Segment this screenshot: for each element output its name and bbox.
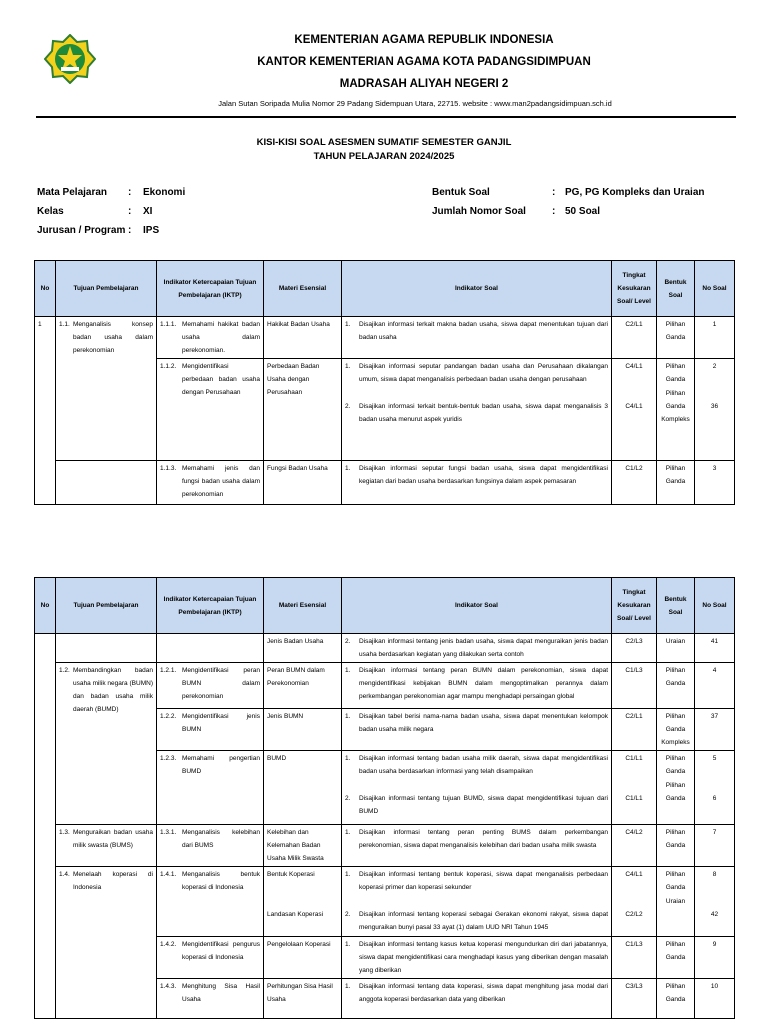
colon: : xyxy=(128,206,132,217)
col-materi: Materi Esensial xyxy=(264,261,342,317)
iktp: 1.2.3. Memahami pengertian BUMD xyxy=(157,751,264,825)
question-number: 10 xyxy=(695,979,735,1019)
difficulty-level: C3/L3 xyxy=(612,979,657,1019)
difficulty-level: C1/L3 xyxy=(612,937,657,979)
question-indicator: 1. Disajikan informasi seputar fungsi badan usaha, siswa dapat mengidentifikasi kegiatan dari badan usaha berdasarkan fungsinya dalam aspek pemasaran xyxy=(342,461,612,505)
learning-goal: 1.3. Menguraikan badan usaha milik swasta (BUMS) xyxy=(56,825,157,867)
essential-material: Peran BUMN dalam Perekonomian xyxy=(264,663,342,709)
ministry-name: KEMENTERIAN AGAMA REPUBLIK INDONESIA xyxy=(294,34,554,46)
col-no: No xyxy=(35,261,56,317)
question-number: 2 36 xyxy=(695,359,735,461)
question-indicator: 1. Disajikan informasi tentang data koperasi, siswa dapat menghitung jasa modal dari anggota koperasi berdasarkan data yang diberikan xyxy=(342,979,612,1019)
question-number: 7 xyxy=(695,825,735,867)
question-form: Pilihan Ganda xyxy=(657,979,695,1019)
iktp: 1.2.1. Mengidentifikasi peran BUMN dalam perekonomian xyxy=(157,663,264,709)
col-no-soal: No Soal xyxy=(695,578,735,634)
table-row xyxy=(35,825,735,867)
question-indicator: 1. Disajikan informasi terkait makna badan usaha, siswa dapat menentukan tujuan dari badan usaha xyxy=(342,317,612,359)
col-no: No xyxy=(35,578,56,634)
essential-material: Perbedaan Badan Usaha dengan Perusahaan xyxy=(264,359,342,461)
learning-goal-empty xyxy=(56,461,157,505)
school-address: Jalan Sutan Soripada Mulia Nomor 29 Padang Sidempuan Utara, 22715. website : www.man2padangsidimpuan.sch.id xyxy=(218,99,612,108)
question-indicator: 1. Disajikan informasi tentang badan usaha milik daerah, siswa dapat mengidentifikasi badan usaha berdasarkan informasi yang telah disampaikan 2. Disajikan informasi tentang tujuan BUMD, siswa dapat mengidentifikasi tujuan dari BUMD xyxy=(342,751,612,825)
question-form-value: PG, PG Kompleks dan Uraian xyxy=(565,187,705,198)
question-form: Pilihan Ganda xyxy=(657,825,695,867)
question-number: 4 xyxy=(695,663,735,709)
row-number: 1 xyxy=(35,317,56,505)
question-form: Pilihan Ganda Uraian xyxy=(657,867,695,937)
table-row xyxy=(35,317,735,359)
table-header-row xyxy=(35,261,735,317)
question-count-label: Jumlah Nomor Soal xyxy=(432,206,526,217)
essential-material: Jenis Badan Usaha xyxy=(264,634,342,663)
question-indicator: 1. Disajikan informasi tentang peran penting BUMS dalam perkembangan perekonomian, siswa dapat menganalisis kelebihan dari badan usaha milik swasta xyxy=(342,825,612,867)
difficulty-level: C2/L1 xyxy=(612,317,657,359)
question-form-label: Bentuk Soal xyxy=(432,187,490,198)
col-bentuk: Bentuk Soal xyxy=(657,261,695,317)
question-form: Pilihan Ganda xyxy=(657,663,695,709)
question-indicator: 1. Disajikan informasi tentang peran BUMN dalam perekonomian, siswa dapat mengidentifikasi kebijakan BUMN dalam mengoptimalkan perannya dalam perkembangan perekonomian agar mampu menghadapi persaingan global xyxy=(342,663,612,709)
kisi-kisi-table-1 xyxy=(34,260,735,505)
table-header-row xyxy=(35,578,735,634)
col-iktp: Indikator Ketercapaian Tujuan Pembelajaran (IKTP) xyxy=(157,578,264,634)
question-form: Pilihan Ganda xyxy=(657,461,695,505)
essential-material: Bentuk Koperasi Landasan Koperasi xyxy=(264,867,342,937)
question-count-value: 50 Soal xyxy=(565,206,601,217)
difficulty-level: C4/L2 xyxy=(612,825,657,867)
question-form: Pilihan Ganda xyxy=(657,937,695,979)
iktp: 1.1.1. Memahami hakikat badan usaha dalam perekonomian. xyxy=(157,317,264,359)
iktp: 1.4.2. Mengidentifikasi pengurus koperasi di Indonesia xyxy=(157,937,264,979)
iktp: 1.2.2. Mengidentifikasi jenis BUMN xyxy=(157,709,264,751)
difficulty-level: C4/L1 C4/L1 xyxy=(612,359,657,461)
question-indicator: 2. Disajikan informasi tentang jenis badan usaha, siswa dapat menguraikan jenis badan usaha berdasarkan kegiatan yang dilakukan serta contoh xyxy=(342,634,612,663)
question-form: Pilihan Ganda Pilihan Ganda xyxy=(657,751,695,825)
col-iktp: Indikator Ketercapaian Tujuan Pembelajaran (IKTP) xyxy=(157,261,264,317)
learning-goal: 1.2. Membandingkan badan usaha milik negara (BUMN) dan badan usaha milik daerah (BUMD) xyxy=(56,663,157,825)
essential-material: Jenis BUMN xyxy=(264,709,342,751)
col-no-soal: No Soal xyxy=(695,261,735,317)
question-indicator: 1. Disajikan informasi seputar pandangan badan usaha dan Perusahaan dikalangan umum, siswa dapat menganalisis perbedaan badan usaha dengan perusahaan 2. Disajikan informasi terkait bentuk-bentuk badan usaha, siswa dapat menganalisis 3 badan usaha menurut aspek yuridis xyxy=(342,359,612,461)
essential-material: Fungsi Badan Usaha xyxy=(264,461,342,505)
col-indikator: Indikator Soal xyxy=(342,261,612,317)
col-materi: Materi Esensial xyxy=(264,578,342,634)
essential-material: BUMD xyxy=(264,751,342,825)
class-label: Kelas xyxy=(37,206,64,217)
essential-material: Pengelolaan Koperasi xyxy=(264,937,342,979)
col-indikator: Indikator Soal xyxy=(342,578,612,634)
question-number: 8 42 xyxy=(695,867,735,937)
difficulty-level: C4/L1 C2/L2 xyxy=(612,867,657,937)
difficulty-level: C1/L2 xyxy=(612,461,657,505)
question-number: 1 xyxy=(695,317,735,359)
difficulty-level: C2/L1 xyxy=(612,709,657,751)
subject-label: Mata Pelajaran xyxy=(37,187,108,198)
kisi-kisi-table-2 xyxy=(34,577,735,1019)
table-row xyxy=(35,461,735,505)
learning-goal: 1.4. Menelaah koperasi di Indonesia xyxy=(56,867,157,1019)
col-level: Tingkat Kesukaran Soal/ Level xyxy=(612,578,657,634)
colon: : xyxy=(128,225,132,236)
table-row xyxy=(35,663,735,709)
question-form: Pilihan Ganda Kompleks xyxy=(657,709,695,751)
question-form: Pilihan Ganda Pilihan Ganda Kompleks xyxy=(657,359,695,461)
col-tujuan: Tujuan Pembelajaran xyxy=(56,261,157,317)
learning-goal-empty xyxy=(56,634,157,663)
question-indicator: 1. Disajikan informasi tentang kasus ketua koperasi mengundurkan diri dari jabatannya, siswa dapat mengidentifikasi cara menghadapi kasus yang diberikan dengan masalah yang diberikan xyxy=(342,937,612,979)
question-number: 37 xyxy=(695,709,735,751)
colon: : xyxy=(552,206,556,217)
school-name: MADRASAH ALIYAH NEGERI 2 xyxy=(339,78,509,90)
colon: : xyxy=(128,187,132,198)
learning-goal: 1.1. Menganalisis konsep badan usaha dalam perekonomian xyxy=(56,317,157,461)
table-row xyxy=(35,867,735,937)
class-value: XI xyxy=(143,206,153,217)
col-bentuk: Bentuk Soal xyxy=(657,578,695,634)
iktp: 1.1.3. Memahami jenis dan fungsi badan usaha dalam perekonomian xyxy=(157,461,264,505)
office-name: KANTOR KEMENTERIAN AGAMA KOTA PADANGSIDIMPUAN xyxy=(257,56,591,68)
question-number: 9 xyxy=(695,937,735,979)
program-label: Jurusan / Program xyxy=(37,225,126,236)
iktp: 1.3.1. Menganalisis kelebihan dari BUMS xyxy=(157,825,264,867)
question-number: 41 xyxy=(695,634,735,663)
col-level: Tingkat Kesukaran Soal/ Level xyxy=(612,261,657,317)
row-number-empty xyxy=(35,634,56,1019)
essential-material: Kelebihan dan Kelemahan Badan Usaha Milik Swasta xyxy=(264,825,342,867)
header-rule xyxy=(36,116,736,118)
table-row xyxy=(35,634,735,663)
subject-value: Ekonomi xyxy=(143,187,186,198)
question-indicator: 1. Disajikan informasi tentang bentuk koperasi, siswa dapat menganalisis perbedaan koperasi primer dan koperasi sekunder 2. Disajikan informasi tentang koperasi sebagai Gerakan ekonomi rakyat, siswa dapat menguraikan bunyi pasal 33 ayat (1) dalam UUD NRI Tahun 1945 xyxy=(342,867,612,937)
difficulty-level: C1/L1 C1/L1 xyxy=(612,751,657,825)
essential-material: Perhitungan Sisa Hasil Usaha xyxy=(264,979,342,1019)
question-number: 5 6 xyxy=(695,751,735,825)
question-form: Uraian xyxy=(657,634,695,663)
question-number: 3 xyxy=(695,461,735,505)
iktp: 1.4.1. Menganalisis bentuk koperasi di Indonesia xyxy=(157,867,264,937)
program-value: IPS xyxy=(143,225,160,236)
iktp-empty xyxy=(157,634,264,663)
difficulty-level: C1/L3 xyxy=(612,663,657,709)
essential-material: Hakikat Badan Usaha xyxy=(264,317,342,359)
col-tujuan: Tujuan Pembelajaran xyxy=(56,578,157,634)
question-indicator: 1. Disajikan tabel berisi nama-nama badan usaha, siswa dapat menentukan kelompok badan usaha milik negara xyxy=(342,709,612,751)
difficulty-level: C2/L3 xyxy=(612,634,657,663)
school-year: TAHUN PELAJARAN 2024/2025 xyxy=(313,151,455,162)
document-title: KISI-KISI SOAL ASESMEN SUMATIF SEMESTER GANJIL xyxy=(256,137,512,148)
colon: : xyxy=(552,187,556,198)
question-form: Pilihan Ganda xyxy=(657,317,695,359)
iktp: 1.1.2. Mengidentifikasi perbedaan badan usaha dengan Perusahaan xyxy=(157,359,264,461)
iktp: 1.4.3. Menghitung Sisa Hasil Usaha xyxy=(157,979,264,1019)
